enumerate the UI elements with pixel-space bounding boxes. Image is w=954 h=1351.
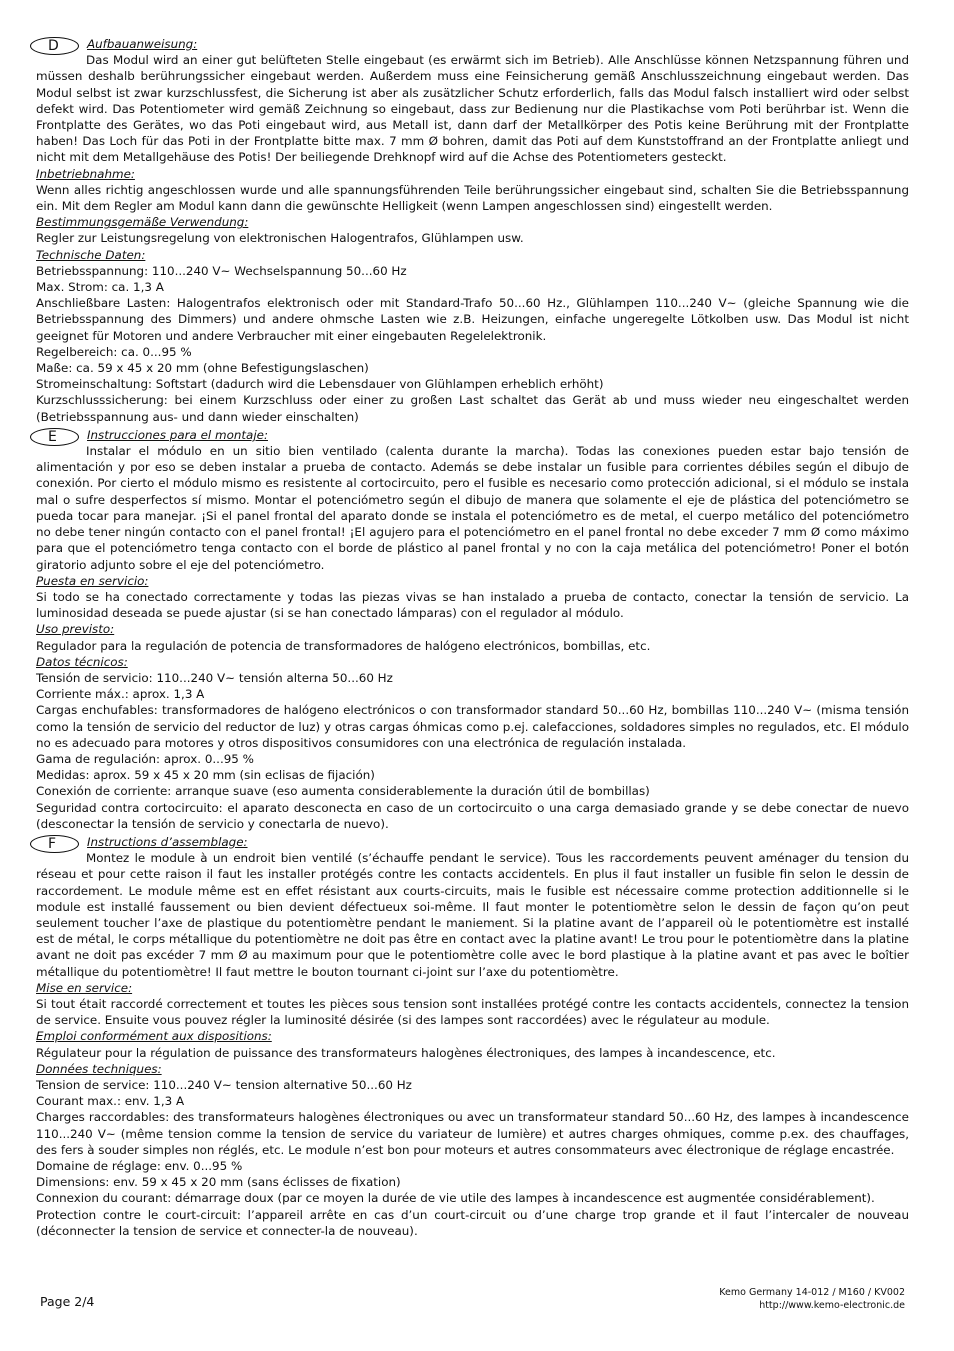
tech-spec-line: Stromeinschaltung: Softstart (dadurch wird die Lebensdauer von Glühlampen erheblich erhöht) [36,377,604,392]
tech-spec-line: Seguridad contra cortocircuito: el aparato desconecta en caso de un cortocircuito o una carga demasiado grande y se debe conectar de nuevo (desconectar la tensión de servicio y conectarla de nuevo). [36,800,909,831]
tech-spec-line: Charges raccordables: des transformateurs halogènes électroniques ou avec un transformateur standard 50...60 Hz, des lampes à incandescence 110...240 V~ (même tension comme la tension de service du variateur de lumière) et autres charges ohmiques, comme p.ex. des chauffages, des fers à souder simples non réglés, etc. Le module n’est bon pour moteurs et autres consommateurs avec électronique de réglage encastrée. [36,1110,909,1157]
section-german [36,36,909,425]
intended-use-heading: Bestimmungsgemäße Verwendung: [36,215,249,230]
intended-use-text: Régulateur pour la régulation de puissance des transformateurs halogènes électroniques, des lampes à incandescence, etc. [36,1045,776,1060]
language-badge-f: F [30,835,79,853]
section-french [36,834,909,1239]
assembly-instructions: Das Modul wird an einer gut belüfteten Stelle eingebaut (es erwärmt sich im Betrieb). Alle Anschlüsse können Netzspannung führen und müssen deshalb berührungssicher eingebaut werden. Außerdem muss eine Feinsicherung gemäß Anschlusszeichnung eingebaut werden. Das Modul selbst ist zwar kurzschlussfest, die Sicherung ist aber als zusätzlicher Schutz erforderlich, falls das Modul falsch installiert wird oder selbst defekt wird. Das Potentiometer wird gemäß Zeichnung so eingebaut, dass zur Bedienung nur die Plastikachse vom Poti berührbar ist. Wenn die Frontplatte des Gerätes, wo das Poti eingebaut wird, aus Metall ist, dann darf der Metallkörper des Potis keine Berührung mit der Frontplatte haben! Das Loch für das Poti in der Frontplatte bitte max. 7 mm Ø bohren, damit das Poti auf dem Kunststoffrand an der Frontplatte anliegt und nicht mit dem Metallgehäuse des Potis! Der beiliegende Drehknopf wird auf die Achse des Potentiometers gesteckt. [36,53,909,165]
intended-use-heading: Emploi conformément aux dispositions: [36,1029,272,1044]
tech-spec-line: Anschließbare Lasten: Halogentrafos elektronisch oder mit Standard-Trafo 50...60 Hz., Glühlampen 110...240 V~ (gleiche Spannung wie die Betriebsspannung des Dimmers) und andere ohmsche Lasten wie z.B. Heizungen, einfache ungeregelte Lötkolben usw. Das Modul ist nicht geeignet für Motoren und andere Verbraucher mit einer eingebauten Regelelektronik. [36,296,909,343]
tech-spec-line: Maße: ca. 59 x 45 x 20 mm (ohne Befestigungslaschen) [36,361,369,376]
technical-data-heading: Technische Daten: [36,247,146,262]
tech-spec-line: Corriente máx.: aprox. 1,3 A [36,687,205,702]
tech-spec-line: Tension de service: 110...240 V~ tension alternative 50...60 Hz [36,1078,412,1092]
language-badge-e: E [30,428,79,446]
startup-heading: Puesta en servicio: [36,573,149,588]
tech-spec-line: Conexión de corriente: arranque suave (eso aumenta considerablemente la duración útil de bombillas) [36,784,650,799]
intended-use-text: Regulador para la regulación de potencia de transformadores de halógeno electrónicos, bombillas, etc. [36,638,651,653]
tech-spec-line: Dimensions: env. 59 x 45 x 20 mm (sans éclisses de fixation) [36,1175,401,1190]
tech-spec-line: Regelbereich: ca. 0...95 % [36,344,192,359]
section-title: Instructions d’assemblage: [87,834,248,849]
assembly-instructions: Instalar el módulo en un sitio bien ventilado (calenta durante la marcha). Todas las conexiones pueden estar bajo tensión de alimentación y por eso se deben instalar a prueba de contacto. Además se debe instalar un fusible para corrientes débiles según el dibujo de conexión. Por cierto el módulo mismo es resistente al cortocircuito, pero el fusible es necesario como protección adicional, si el módulo se instala mal o sufre desperfectos sí mismo. Montar el potenciómetro según el dibujo de manera que solamente el eje de plástica del potenciómetro se pueda tocar para manejar. ¡Si el panel frontal del aparato donde se instala el potenciómetro es de metal, el cuerpo metálico del potenciómetro no debe tener ningún contacto con el panel frontal! ¡El agujero para el potenciómetro en el panel frontal no debe exceder 7 mm Ø como máximo para que el potenciómetro tenga contacto con el borde de plástico al panel frontal y no con la caja metálica del potenciómetro! Poner el botón giratorio adjunto sobre el eje del potenciómetro. [36,444,909,572]
tech-spec-line: Kurzschlusssicherung: bei einem Kurzschluss oder einer zu großen Last schaltet das Gerät ab und muss wieder neu eingeschaltet werden (Betriebsspannung aus- und dann wieder einschalten) [36,393,909,424]
tech-spec-line: Cargas enchufables: transformadores de halógeno electrónicos o con transformador standard 50...60 Hz, bombillas 110...240 V~ (misma tensión como la tensión de servicio del reductor de luz) y otras cargas óhmicas como p.ej. calefacciones, soldadores simples no regulados, etc. El módulo no es adecuado para motores y otros dispositivos consumidores con una electrónica de regulación instalada. [36,703,909,750]
language-badge-d: D [30,37,79,55]
intended-use-text: Regler zur Leistungsregelung von elektronischen Halogentrafos, Glühlampen usw. [36,231,524,246]
tech-spec-line: Courant max.: env. 1,3 A [36,1094,185,1109]
document-reference: Kemo Germany 14-012 / M160 / KV002 [719,1287,905,1298]
section-title: Instrucciones para el montaje: [87,427,268,442]
tech-spec-line: Connexion du courant: démarrage doux (par ce moyen la durée de vie utile des lampes à incandescence est augmentée considérablement). [36,1191,875,1206]
tech-spec-line: Domaine de réglage: env. 0...95 % [36,1159,243,1174]
website-url: http://www.kemo-electronic.de [759,1300,905,1311]
document-body [36,36,909,1241]
assembly-instructions: Montez le module à un endroit bien ventilé (s’échauffe pendant le service). Tous les raccordements peuvent aménager du tension du réseau et pour cette raison il faut les installer protégés contre les contacts accidentels. En plus il faut installer un fusible fin selon le dessin de raccordement. Le module même est en effet résistant aux courts-circuits, mais le fusible est nécessaire comme protection additionnelle si le module est installé faussement ou bien devient défectueux soi-même. Il faut monter le potentiomètre selon le dessin de façon qu’on peut seulement toucher l’axe de plastique du potentiomètre pendant le maniement. Si la platine avant de l’appareil où le potentiomètre est installé est de métal, le corps métallique du potentiomètre ne doit pas être en contact avec la platine avant! Le trou pour le potentiomètre dans la platine avant ne doit pas excéder 7 mm Ø au maximum pour que le potentiomètre colle avec le bord plastique à la platine avant et pas avec le boîtier métallique du potentiomètre! Il faut mettre le bouton tournant ci-joint sur l’axe du potentiomètre. [36,851,909,979]
startup-heading: Inbetriebnahme: [36,166,135,181]
tech-spec-line: Protection contre le court-circuit: l’appareil arrête en cas d’un court-circuit ou d’une charge trop grande et il faut l’intercaler de nouveau (déconnecter la tension de service et connecter-la de nouveau). [36,1207,909,1238]
section-spanish [36,427,909,832]
footer-info [719,1286,905,1312]
technical-data-heading: Datos técnicos: [36,654,128,669]
tech-spec-line: Max. Strom: ca. 1,3 A [36,280,164,295]
tech-spec-line: Gama de regulación: aprox. 0...95 % [36,751,254,766]
tech-spec-line: Tensión de servicio: 110...240 V~ tensión alterna 50...60 Hz [36,670,393,685]
section-title: Aufbauanweisung: [87,37,198,51]
startup-text: Wenn alles richtig angeschlossen wurde und alle spannungsführenden Teile berührungssicher eingebaut sind, schalten Sie die Betriebsspannung ein. Mit dem Regler am Modul kann dann die gewünschte Helligkeit (wenn Lampen angeschlossen sind) eingestellt werden. [36,182,909,214]
technical-data-heading: Données techniques: [36,1061,162,1076]
tech-spec-line: Medidas: aprox. 59 x 45 x 20 mm (sin eclisas de fijación) [36,768,375,783]
tech-spec-line: Betriebsspannung: 110...240 V~ Wechselspannung 50...60 Hz [36,263,407,278]
startup-heading: Mise en service: [36,980,133,995]
startup-text: Si tout était raccordé correctement et toutes les pièces sous tension sont installées protégé contre les contacts accidentels, connectez la tension de service. Ensuite vous pouvez régler la luminosité désirée (si des lampes sont raccordées) avec le régulateur au module. [36,996,909,1028]
startup-text: Si todo se ha conectado correctamente y todas las piezas vivas se han instalado a prueba de contacto, conectar la tensión de servicio. La luminosidad deseada se puede ajustar (si se han conectado lámparas) con el regulador al módulo. [36,589,909,621]
page-number: Page 2/4 [40,1294,95,1309]
intended-use-heading: Uso previsto: [36,622,115,637]
